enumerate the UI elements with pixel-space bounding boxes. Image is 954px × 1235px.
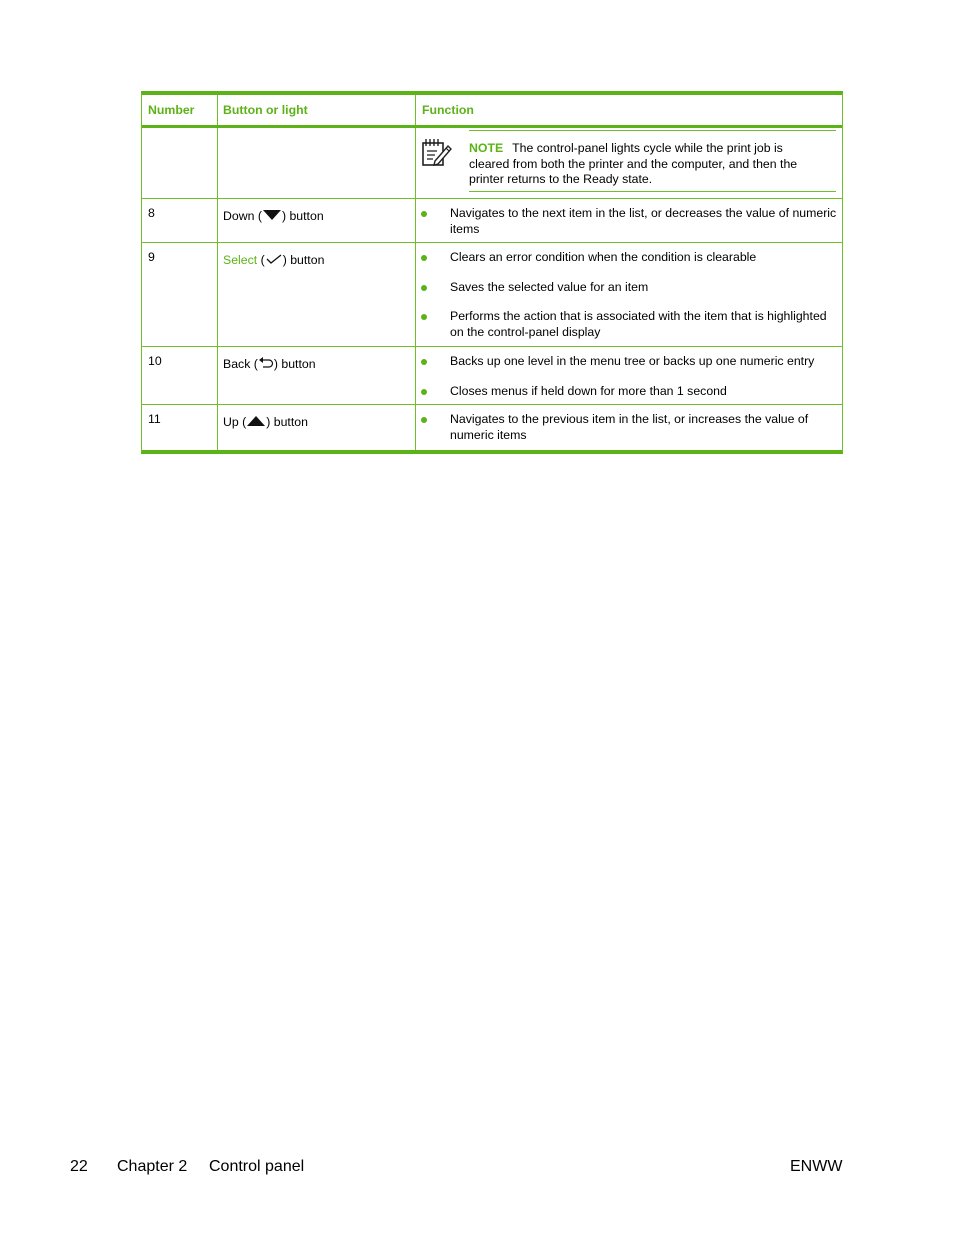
bullet-icon — [421, 211, 427, 217]
row-divider — [142, 346, 842, 347]
checkmark-icon — [265, 253, 283, 265]
bullet-icon — [421, 285, 427, 291]
column-divider — [217, 95, 218, 450]
page-number: 22 — [70, 1158, 88, 1175]
function-text: Navigates to the next item in the list, or decreases the value of numeric items — [450, 206, 837, 236]
header-number: Number — [148, 103, 195, 117]
bullet-icon — [421, 255, 427, 261]
note-bottom-rule — [469, 191, 836, 192]
note-label: NOTE — [469, 141, 504, 155]
button-name-back — [223, 356, 316, 372]
row-number: 8 — [148, 206, 155, 220]
locale-label: ENWW — [790, 1158, 843, 1175]
column-divider — [415, 95, 416, 450]
note-body: The control-panel lights cycle while the print job is cleared from both the printer and the computer, and then the printer returns to the Ready state. — [469, 141, 798, 186]
note-pad-icon — [421, 137, 453, 167]
row-number: 9 — [148, 250, 155, 264]
button-prefix: Back ( — [223, 357, 258, 371]
bullet-icon — [421, 417, 427, 423]
button-name-up — [223, 414, 308, 430]
row-number: 10 — [148, 354, 162, 368]
down-triangle-icon — [262, 209, 282, 221]
row-divider — [142, 404, 842, 405]
button-suffix: ) button — [266, 415, 308, 429]
control-panel-table — [141, 91, 843, 454]
up-triangle-icon — [246, 415, 266, 427]
function-text: Backs up one level in the menu tree or backs up one numeric entry — [450, 354, 815, 368]
header-rule — [142, 125, 842, 128]
section-label: Control panel — [209, 1158, 305, 1175]
chapter-label: Chapter 2 — [117, 1158, 188, 1175]
button-prefix: ( — [257, 253, 265, 267]
function-text: Closes menus if held down for more than 1 second — [450, 384, 727, 398]
button-prefix: Down ( — [223, 209, 262, 223]
bullet-icon — [421, 314, 427, 320]
back-arrow-icon — [258, 356, 274, 370]
button-name-select — [223, 252, 324, 268]
button-prefix: Up ( — [223, 415, 247, 429]
select-link[interactable]: Select — [223, 253, 258, 267]
row-number: 11 — [148, 412, 161, 426]
button-name-down — [223, 208, 324, 224]
bullet-icon — [421, 389, 427, 395]
button-suffix: ) button — [281, 209, 324, 223]
header-button-or-light: Button or light — [223, 103, 308, 117]
button-suffix: ) button — [282, 253, 325, 267]
button-suffix: ) button — [273, 357, 316, 371]
bullet-icon — [421, 359, 427, 365]
header-function: Function — [422, 103, 474, 117]
function-text: Clears an error condition when the condition is clearable — [450, 250, 757, 264]
row-divider — [142, 242, 842, 243]
row-divider — [142, 198, 842, 199]
function-text: Saves the selected value for an item — [450, 280, 649, 294]
note-top-rule — [469, 130, 836, 131]
function-text: Performs the action that is associated with the item that is highlighted on the control-panel display — [450, 309, 827, 339]
function-text: Navigates to the previous item in the list, or increases the value of numeric items — [450, 412, 809, 442]
note-text — [469, 141, 814, 188]
